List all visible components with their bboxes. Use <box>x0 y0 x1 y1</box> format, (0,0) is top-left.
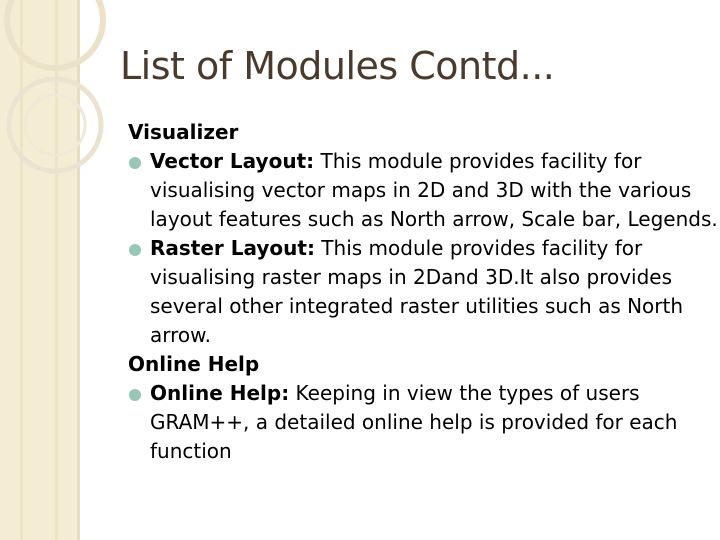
bullet-icon <box>129 244 141 256</box>
item-first-line <box>150 147 708 176</box>
item-label: Raster Layout: <box>150 236 315 260</box>
item-text: Keeping in view the types of users <box>289 381 640 405</box>
list-item-vector-layout <box>128 147 718 234</box>
item-text-line: several other integrated raster utilities such as North <box>150 294 684 318</box>
list-item-raster-layout <box>128 234 708 350</box>
item-text: This module provides facility for <box>314 236 643 260</box>
item-text-line: visualising vector maps in 2D and 3D with the various <box>150 178 692 202</box>
item-label: Vector Layout: <box>150 149 315 173</box>
item-text-line: function <box>150 439 232 463</box>
section-heading-online-help: Online Help <box>128 352 260 376</box>
item-text-line: layout features such as North arrow, Scale bar, Legends. <box>150 207 718 231</box>
item-text-line: arrow. <box>150 323 212 347</box>
item-text-line: GRAM++, a detailed online help is provided for each <box>150 410 678 434</box>
bullet-icon <box>129 389 141 401</box>
decorative-rings <box>0 0 130 200</box>
bullet-icon <box>129 157 141 169</box>
slide-title: List of Modules Contd... <box>120 44 555 88</box>
item-first-line <box>150 379 708 408</box>
section-heading-visualizer: Visualizer <box>128 120 239 144</box>
item-text: This module provides facility for <box>314 149 642 173</box>
item-label: Online Help: <box>150 381 290 405</box>
slide-content <box>128 118 718 466</box>
item-first-line <box>150 234 708 263</box>
list-item-online-help <box>128 379 708 466</box>
item-text-line: visualising raster maps in 2Dand 3D.It also provides <box>150 265 673 289</box>
